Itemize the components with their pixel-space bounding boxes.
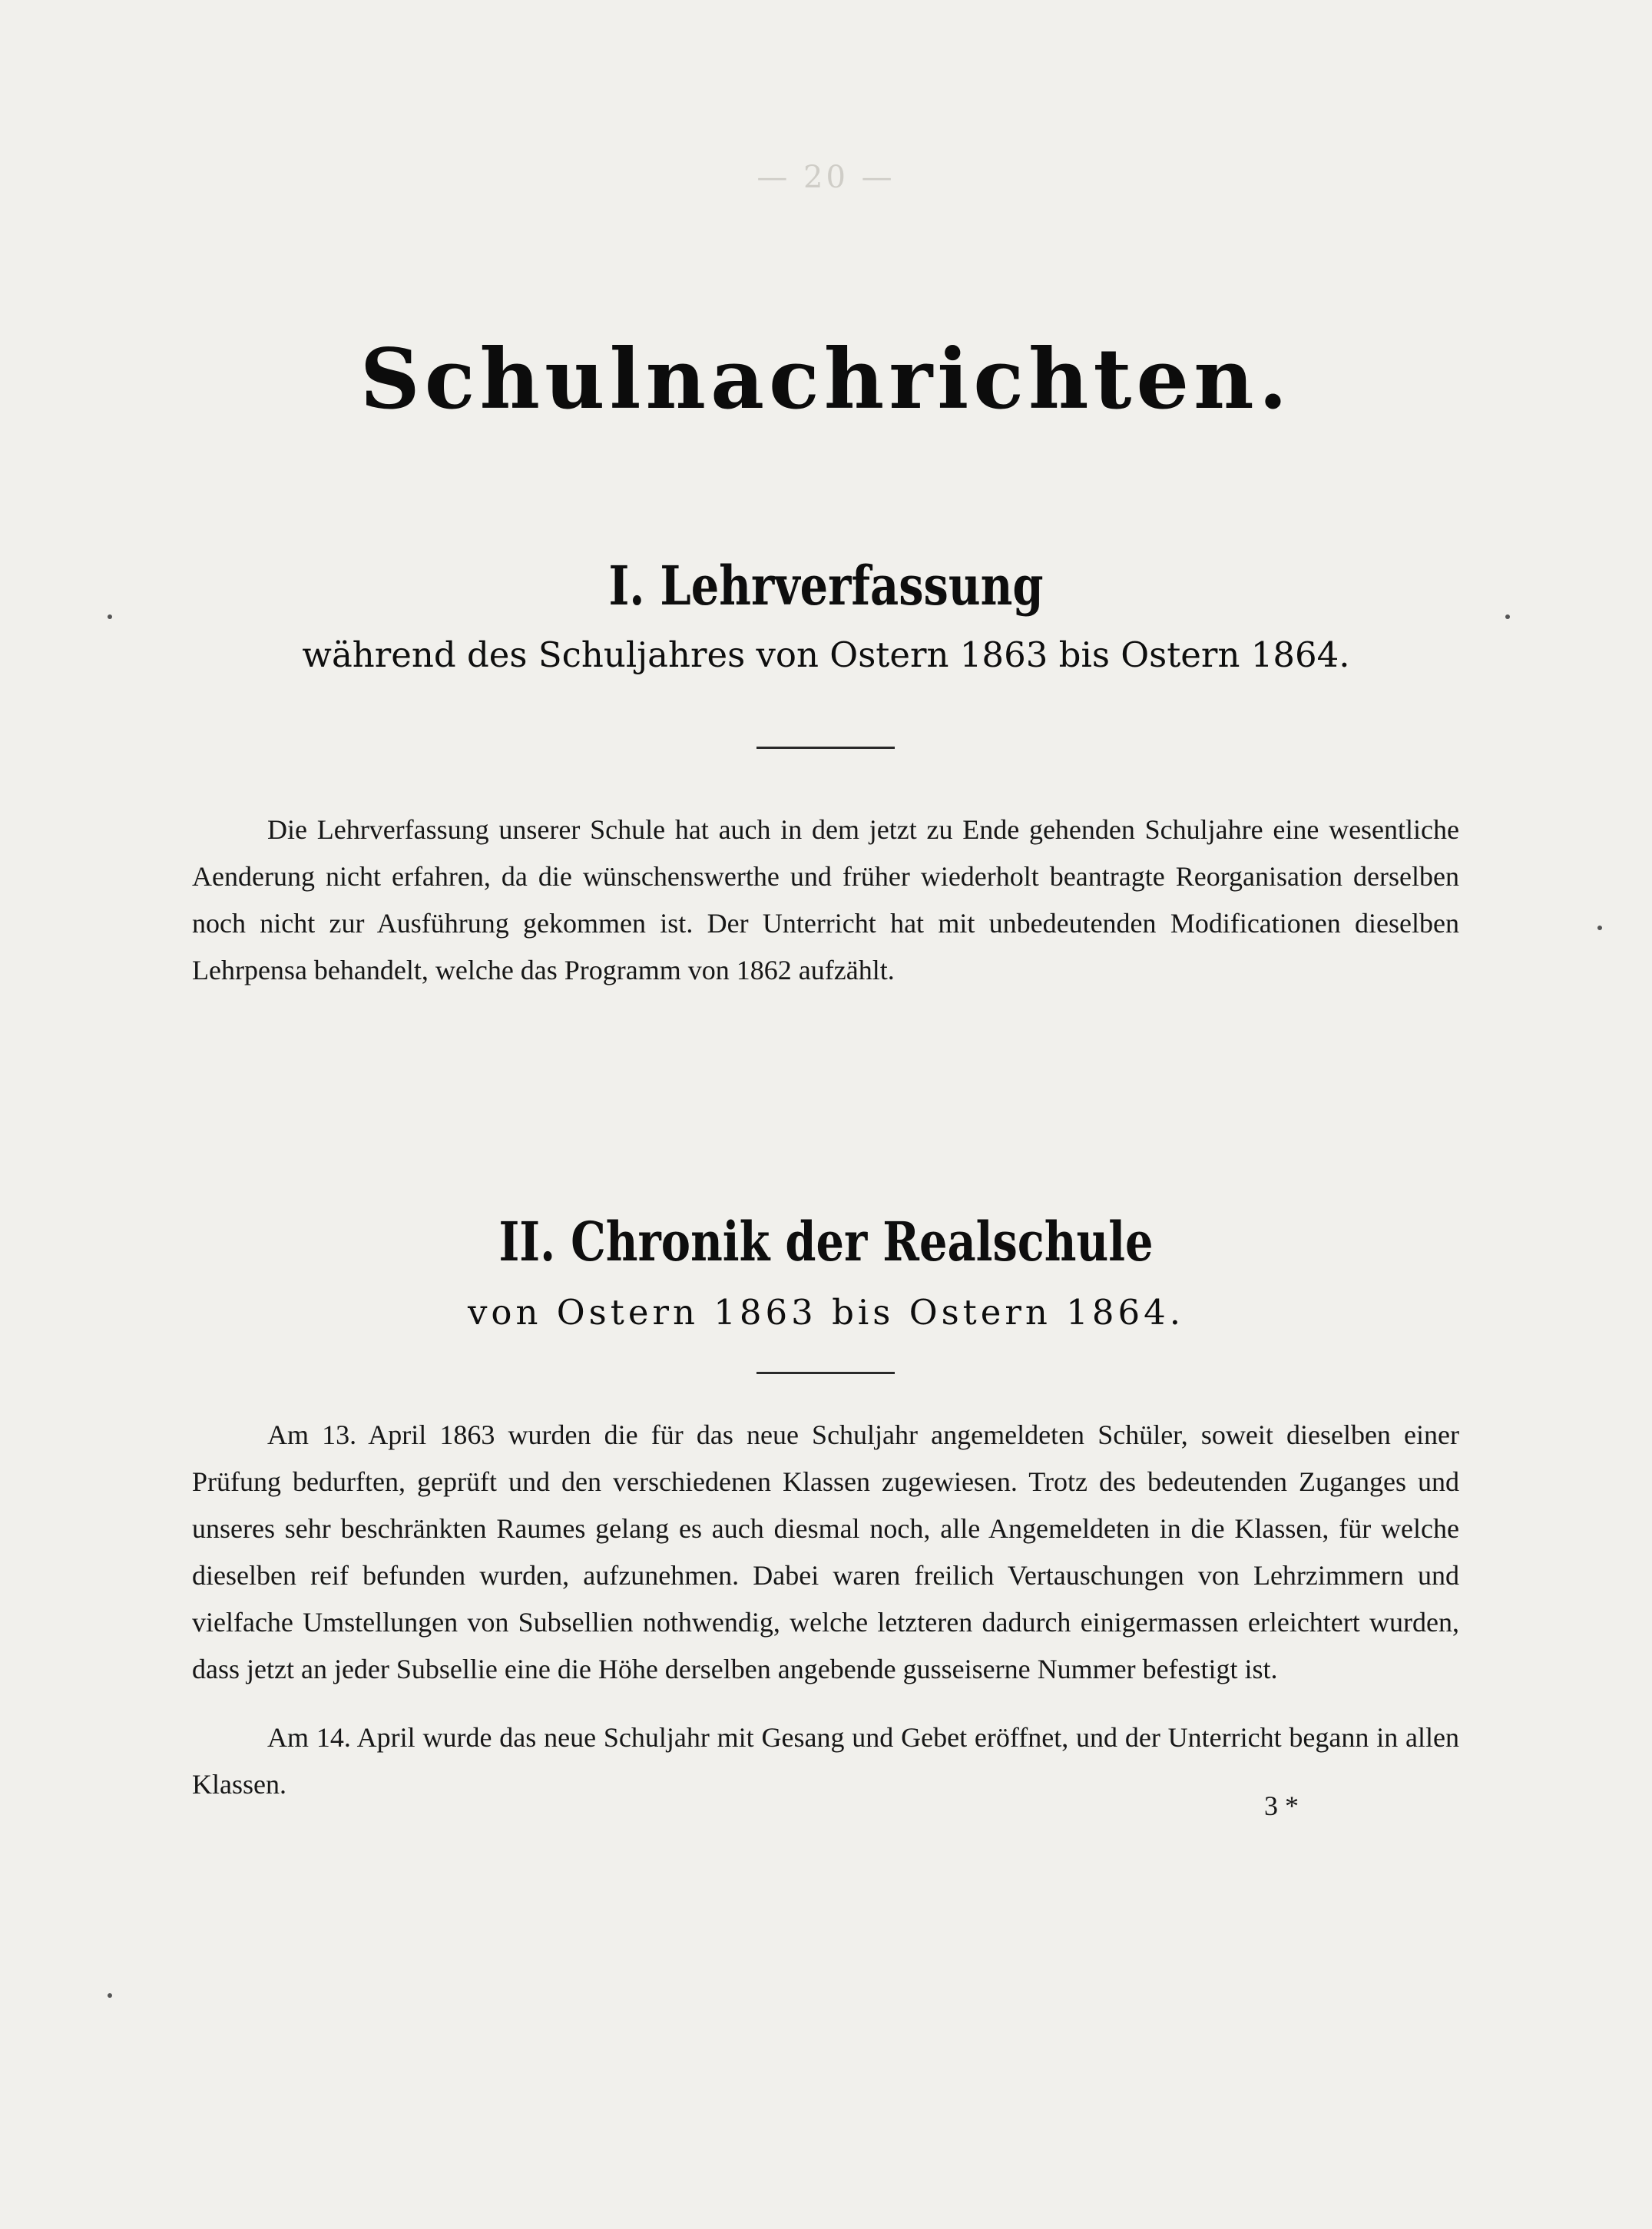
bleed-through-page-number: — 20 — [756, 160, 896, 195]
ink-speck [1597, 926, 1602, 930]
section-2-paragraph-1: Am 13. April 1863 wurden die für das neue Schuljahr angemeldeten Schüler, soweit dieselben einer Prüfung bedurften, geprüft und den verschiedenen Klassen zugewiesen. Trotz des bedeutenden Zuganges und unseres sehr beschränkten Raumes gelang es auch diesmal noch, alle Angemeldeten in die Klassen, für welche dieselben reif befunden wurden, aufzunehmen. Dabei waren freilich Vertauschungen von Lehrzimmern und vielfache Umstellungen von Subsellien nothwendig, welche letzteren dadurch einigermassen erleichtert wurden, dass jetzt an jeder Subsellie eine die Höhe derselben angebende gusseiserne Nummer befestigt ist. [192, 1419, 1459, 1684]
main-title: Schulnachrichten. [359, 331, 1293, 428]
section-2-subtitle: von Ostern 1863 bis Ostern 1864. [467, 1292, 1185, 1333]
section-2-title: II. Chronik der Realschule [498, 1210, 1154, 1273]
section-1-divider [756, 747, 895, 749]
section-2-paragraph-2: Am 14. April wurde das neue Schuljahr mit Gesang und Gebet eröffnet, und der Unterricht begann in allen Klassen. [192, 1722, 1459, 1800]
ink-speck [108, 1993, 112, 1998]
section-1-title: I. Lehrverfassung [608, 554, 1044, 618]
section-1-paragraph: Die Lehrverfassung unserer Schule hat auch in dem jetzt zu Ende gehenden Schuljahre eine wesentliche Aenderung nicht erfahren, da die wünschenswerthe und früher wiederholt beantragte Reorganisation derselben noch nicht zur Ausführung gekommen ist. Der Unterricht hat mit unbedeutenden Modificationen dieselben Lehrpensa behandelt, welche das Programm von 1862 aufzählt. [192, 814, 1459, 985]
signature-mark: 3 * [1264, 1790, 1299, 1821]
ink-speck [1505, 614, 1510, 619]
section-2-divider [756, 1372, 895, 1374]
ink-speck [108, 614, 112, 619]
section-1-subtitle: während des Schuljahres von Ostern 1863 bis Ostern 1864. [302, 634, 1350, 675]
